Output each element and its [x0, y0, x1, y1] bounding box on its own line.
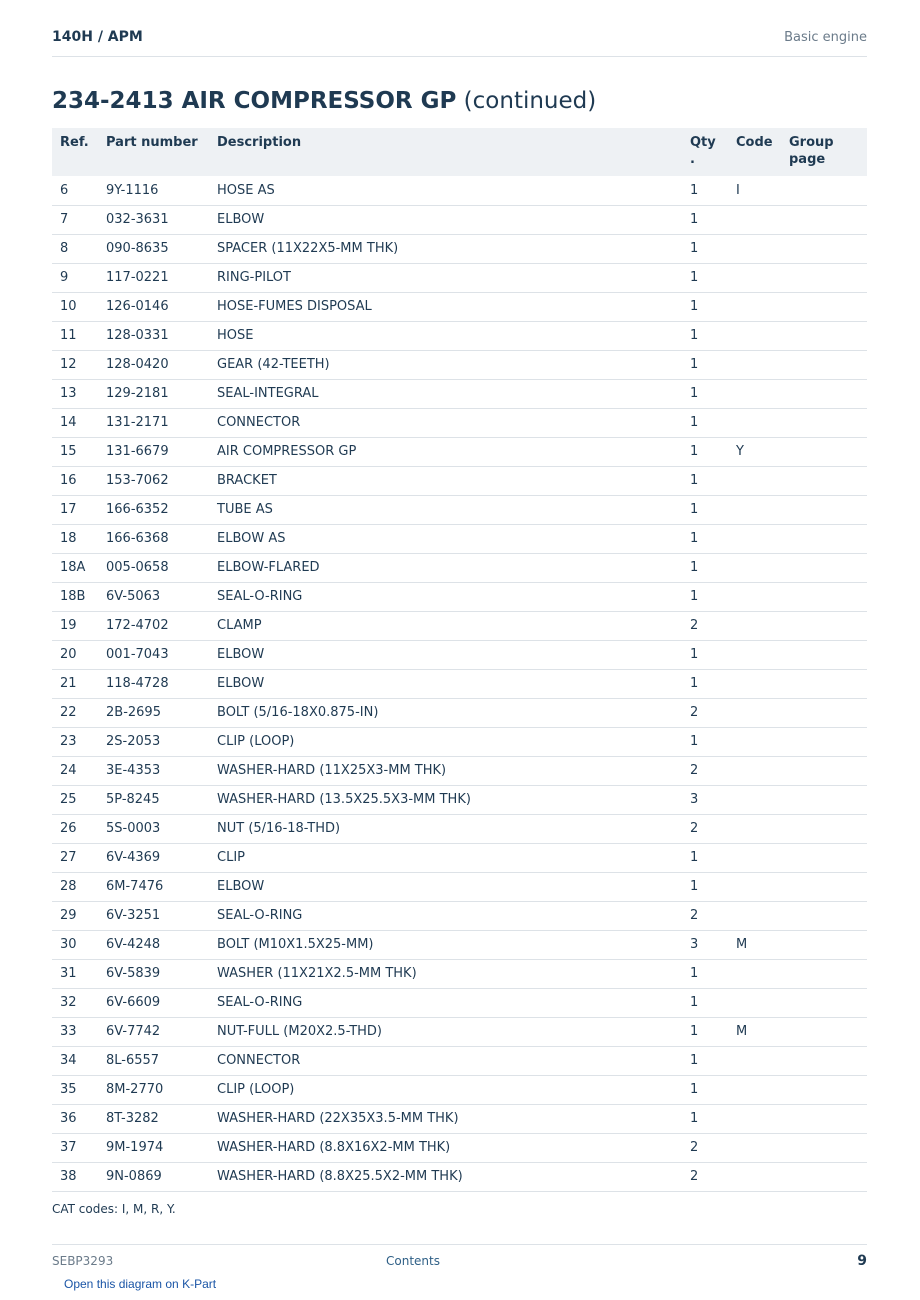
qty-cell: 1 — [682, 582, 728, 611]
qty-cell: 1 — [682, 727, 728, 756]
code-cell: M — [728, 1017, 781, 1046]
code-cell — [728, 582, 781, 611]
table-row — [52, 988, 867, 1017]
code-cell — [728, 1133, 781, 1162]
group-page-cell — [781, 872, 867, 901]
code-cell — [728, 785, 781, 814]
table-row — [52, 669, 867, 698]
table-row — [52, 292, 867, 321]
ref-cell: 17 — [52, 495, 98, 524]
group-page-cell — [781, 553, 867, 582]
group-page-cell — [781, 321, 867, 350]
group-page-cell — [781, 1046, 867, 1075]
part-number-cell: 6V-4369 — [98, 843, 209, 872]
code-cell — [728, 292, 781, 321]
part-number-cell: 032-3631 — [98, 205, 209, 234]
description-cell: NUT-FULL (M20X2.5-THD) — [209, 1017, 682, 1046]
ref-cell: 13 — [52, 379, 98, 408]
code-cell: I — [728, 176, 781, 205]
description-cell: ELBOW — [209, 205, 682, 234]
group-page-cell — [781, 292, 867, 321]
ref-cell: 10 — [52, 292, 98, 321]
group-page-cell — [781, 495, 867, 524]
group-page-cell — [781, 959, 867, 988]
description-cell: TUBE AS — [209, 495, 682, 524]
part-number-cell: 117-0221 — [98, 263, 209, 292]
part-number-cell: 6M-7476 — [98, 872, 209, 901]
title-suffix: (continued) — [463, 88, 597, 114]
part-number-cell: 8M-2770 — [98, 1075, 209, 1104]
qty-cell: 1 — [682, 959, 728, 988]
group-page-cell — [781, 1017, 867, 1046]
table-row — [52, 553, 867, 582]
description-cell: BOLT (M10X1.5X25-MM) — [209, 930, 682, 959]
part-number-cell: 118-4728 — [98, 669, 209, 698]
description-cell: WASHER-HARD (13.5X25.5X3-MM THK) — [209, 785, 682, 814]
qty-cell: 1 — [682, 292, 728, 321]
part-number-cell: 131-2171 — [98, 408, 209, 437]
code-cell — [728, 756, 781, 785]
table-row — [52, 1104, 867, 1133]
section-name: Basic engine — [784, 30, 867, 45]
group-page-cell — [781, 1104, 867, 1133]
description-cell: HOSE-FUMES DISPOSAL — [209, 292, 682, 321]
parts-table-body — [52, 176, 867, 1191]
page-title — [52, 88, 596, 114]
table-row — [52, 1075, 867, 1104]
description-cell: SPACER (11X22X5-MM THK) — [209, 234, 682, 263]
group-page-cell — [781, 466, 867, 495]
qty-cell: 2 — [682, 1162, 728, 1191]
code-cell: M — [728, 930, 781, 959]
description-cell: CLAMP — [209, 611, 682, 640]
code-cell — [728, 959, 781, 988]
description-cell: CONNECTOR — [209, 1046, 682, 1075]
part-number-cell: 9M-1974 — [98, 1133, 209, 1162]
table-row — [52, 814, 867, 843]
group-page-cell — [781, 785, 867, 814]
qty-cell: 1 — [682, 495, 728, 524]
title-main: 234-2413 AIR COMPRESSOR GP — [52, 88, 457, 114]
table-row — [52, 1162, 867, 1191]
part-number-cell: 001-7043 — [98, 640, 209, 669]
table-row — [52, 205, 867, 234]
group-page-cell — [781, 901, 867, 930]
description-cell: WASHER-HARD (8.8X16X2-MM THK) — [209, 1133, 682, 1162]
code-cell — [728, 263, 781, 292]
group-page-cell — [781, 814, 867, 843]
qty-cell: 1 — [682, 872, 728, 901]
group-page-cell — [781, 524, 867, 553]
part-number-cell: 128-0331 — [98, 321, 209, 350]
part-number-cell: 126-0146 — [98, 292, 209, 321]
ref-cell: 30 — [52, 930, 98, 959]
part-number-cell: 6V-3251 — [98, 901, 209, 930]
ref-cell: 36 — [52, 1104, 98, 1133]
qty-cell: 1 — [682, 1017, 728, 1046]
qty-cell: 1 — [682, 321, 728, 350]
part-number-cell: 166-6352 — [98, 495, 209, 524]
group-page-cell — [781, 350, 867, 379]
contents-link[interactable]: Contents — [386, 1254, 440, 1268]
part-number-cell: 090-8635 — [98, 234, 209, 263]
table-row — [52, 1046, 867, 1075]
code-cell: Y — [728, 437, 781, 466]
qty-cell: 1 — [682, 234, 728, 263]
part-number-cell: 005-0658 — [98, 553, 209, 582]
page-number: 9 — [857, 1253, 867, 1269]
column-header-qty: Qty . — [682, 128, 728, 176]
description-cell: BRACKET — [209, 466, 682, 495]
qty-cell: 1 — [682, 843, 728, 872]
ref-cell: 7 — [52, 205, 98, 234]
ref-cell: 24 — [52, 756, 98, 785]
parts-table — [52, 128, 867, 1192]
code-cell — [728, 1104, 781, 1133]
description-cell: WASHER-HARD (8.8X25.5X2-MM THK) — [209, 1162, 682, 1191]
group-page-cell — [781, 1133, 867, 1162]
qty-cell: 1 — [682, 263, 728, 292]
part-number-cell: 3E-4353 — [98, 756, 209, 785]
part-number-cell: 166-6368 — [98, 524, 209, 553]
table-row — [52, 408, 867, 437]
description-cell: CLIP — [209, 843, 682, 872]
description-cell: HOSE — [209, 321, 682, 350]
table-row — [52, 321, 867, 350]
part-number-cell: 172-4702 — [98, 611, 209, 640]
description-cell: SEAL-O-RING — [209, 901, 682, 930]
table-row — [52, 843, 867, 872]
ref-cell: 21 — [52, 669, 98, 698]
code-cell — [728, 988, 781, 1017]
code-cell — [728, 872, 781, 901]
part-number-cell: 6V-6609 — [98, 988, 209, 1017]
table-row — [52, 437, 867, 466]
description-cell: GEAR (42-TEETH) — [209, 350, 682, 379]
ref-cell: 27 — [52, 843, 98, 872]
description-cell: ELBOW — [209, 669, 682, 698]
qty-cell: 2 — [682, 1133, 728, 1162]
cat-codes-note: CAT codes: I, M, R, Y. — [52, 1202, 176, 1216]
part-number-cell: 5S-0003 — [98, 814, 209, 843]
qty-cell: 1 — [682, 466, 728, 495]
column-header-description: Description — [209, 128, 682, 176]
code-cell — [728, 814, 781, 843]
table-row — [52, 582, 867, 611]
code-cell — [728, 843, 781, 872]
group-page-cell — [781, 1075, 867, 1104]
ref-cell: 29 — [52, 901, 98, 930]
ref-cell: 35 — [52, 1075, 98, 1104]
column-header-ref: Ref. — [52, 128, 98, 176]
part-number-cell: 2S-2053 — [98, 727, 209, 756]
table-row — [52, 524, 867, 553]
ref-cell: 26 — [52, 814, 98, 843]
table-row — [52, 234, 867, 263]
ref-cell: 25 — [52, 785, 98, 814]
table-row — [52, 350, 867, 379]
page-header — [52, 0, 867, 57]
description-cell: CLIP (LOOP) — [209, 1075, 682, 1104]
ref-cell: 11 — [52, 321, 98, 350]
table-row — [52, 930, 867, 959]
code-cell — [728, 640, 781, 669]
part-number-cell: 9Y-1116 — [98, 176, 209, 205]
ref-cell: 12 — [52, 350, 98, 379]
group-page-cell — [781, 234, 867, 263]
qty-cell: 2 — [682, 901, 728, 930]
ref-cell: 22 — [52, 698, 98, 727]
ref-cell: 33 — [52, 1017, 98, 1046]
table-row — [52, 611, 867, 640]
ref-cell: 9 — [52, 263, 98, 292]
code-cell — [728, 350, 781, 379]
description-cell: CONNECTOR — [209, 408, 682, 437]
qty-cell: 1 — [682, 176, 728, 205]
group-page-cell — [781, 1162, 867, 1191]
ref-cell: 16 — [52, 466, 98, 495]
part-number-cell: 5P-8245 — [98, 785, 209, 814]
qty-cell: 1 — [682, 408, 728, 437]
code-cell — [728, 205, 781, 234]
ref-cell: 28 — [52, 872, 98, 901]
breadcrumb: 140H / APM — [52, 29, 143, 45]
description-cell: AIR COMPRESSOR GP — [209, 437, 682, 466]
column-header-group-page: Group page — [781, 128, 867, 176]
code-cell — [728, 553, 781, 582]
table-row — [52, 872, 867, 901]
part-number-cell: 153-7062 — [98, 466, 209, 495]
qty-cell: 2 — [682, 698, 728, 727]
description-cell: WASHER (11X21X2.5-MM THK) — [209, 959, 682, 988]
table-row — [52, 263, 867, 292]
table-row — [52, 640, 867, 669]
code-cell — [728, 727, 781, 756]
description-cell: ELBOW — [209, 640, 682, 669]
ref-cell: 18 — [52, 524, 98, 553]
table-header-row — [52, 128, 867, 176]
part-number-cell: 131-6679 — [98, 437, 209, 466]
ref-cell: 34 — [52, 1046, 98, 1075]
part-number-cell: 128-0420 — [98, 350, 209, 379]
ref-cell: 19 — [52, 611, 98, 640]
table-row — [52, 379, 867, 408]
group-page-cell — [781, 379, 867, 408]
column-header-part-number: Part number — [98, 128, 209, 176]
part-number-cell: 8L-6557 — [98, 1046, 209, 1075]
description-cell: ELBOW — [209, 872, 682, 901]
table-row — [52, 495, 867, 524]
group-page-cell — [781, 698, 867, 727]
ref-cell: 38 — [52, 1162, 98, 1191]
code-cell — [728, 524, 781, 553]
ref-cell: 14 — [52, 408, 98, 437]
group-page-cell — [781, 727, 867, 756]
part-number-cell: 129-2181 — [98, 379, 209, 408]
code-cell — [728, 1046, 781, 1075]
qty-cell: 2 — [682, 814, 728, 843]
description-cell: SEAL-O-RING — [209, 582, 682, 611]
description-cell: NUT (5/16-18-THD) — [209, 814, 682, 843]
qty-cell: 1 — [682, 524, 728, 553]
group-page-cell — [781, 611, 867, 640]
group-page-cell — [781, 669, 867, 698]
part-number-cell: 9N-0869 — [98, 1162, 209, 1191]
description-cell: ELBOW-FLARED — [209, 553, 682, 582]
part-number-cell: 6V-7742 — [98, 1017, 209, 1046]
qty-cell: 1 — [682, 205, 728, 234]
table-row — [52, 1017, 867, 1046]
ref-cell: 18A — [52, 553, 98, 582]
ref-cell: 23 — [52, 727, 98, 756]
table-row — [52, 756, 867, 785]
code-cell — [728, 669, 781, 698]
part-number-cell: 6V-5839 — [98, 959, 209, 988]
table-row — [52, 698, 867, 727]
ref-cell: 31 — [52, 959, 98, 988]
qty-cell: 1 — [682, 669, 728, 698]
group-page-cell — [781, 263, 867, 292]
code-cell — [728, 1162, 781, 1191]
qty-cell: 1 — [682, 379, 728, 408]
part-number-cell: 2B-2695 — [98, 698, 209, 727]
qty-cell: 3 — [682, 930, 728, 959]
code-cell — [728, 495, 781, 524]
qty-cell: 1 — [682, 553, 728, 582]
code-cell — [728, 611, 781, 640]
kpart-diagram-link[interactable]: Open this diagram on K-Part — [64, 1277, 217, 1291]
description-cell: BOLT (5/16-18X0.875-IN) — [209, 698, 682, 727]
code-cell — [728, 321, 781, 350]
description-cell: SEAL-O-RING — [209, 988, 682, 1017]
column-header-code: Code — [728, 128, 781, 176]
group-page-cell — [781, 176, 867, 205]
qty-cell: 1 — [682, 1075, 728, 1104]
qty-cell: 1 — [682, 350, 728, 379]
group-page-cell — [781, 408, 867, 437]
group-page-cell — [781, 437, 867, 466]
description-cell: WASHER-HARD (22X35X3.5-MM THK) — [209, 1104, 682, 1133]
group-page-cell — [781, 205, 867, 234]
qty-cell: 1 — [682, 1104, 728, 1133]
group-page-cell — [781, 582, 867, 611]
table-row — [52, 466, 867, 495]
page-footer — [52, 1244, 867, 1275]
description-cell: CLIP (LOOP) — [209, 727, 682, 756]
description-cell: HOSE AS — [209, 176, 682, 205]
part-number-cell: 6V-5063 — [98, 582, 209, 611]
group-page-cell — [781, 843, 867, 872]
ref-cell: 15 — [52, 437, 98, 466]
table-row — [52, 1133, 867, 1162]
qty-cell: 1 — [682, 437, 728, 466]
qty-cell: 1 — [682, 640, 728, 669]
table-row — [52, 959, 867, 988]
group-page-cell — [781, 756, 867, 785]
qty-cell: 3 — [682, 785, 728, 814]
part-number-cell: 6V-4248 — [98, 930, 209, 959]
qty-cell: 2 — [682, 756, 728, 785]
table-row — [52, 176, 867, 205]
code-cell — [728, 1075, 781, 1104]
table-row — [52, 901, 867, 930]
description-cell: WASHER-HARD (11X25X3-MM THK) — [209, 756, 682, 785]
description-cell: SEAL-INTEGRAL — [209, 379, 682, 408]
code-cell — [728, 408, 781, 437]
code-cell — [728, 466, 781, 495]
description-cell: ELBOW AS — [209, 524, 682, 553]
ref-cell: 37 — [52, 1133, 98, 1162]
table-row — [52, 785, 867, 814]
description-cell: RING-PILOT — [209, 263, 682, 292]
table-row — [52, 727, 867, 756]
qty-cell: 1 — [682, 1046, 728, 1075]
group-page-cell — [781, 988, 867, 1017]
ref-cell: 8 — [52, 234, 98, 263]
qty-cell: 2 — [682, 611, 728, 640]
ref-cell: 6 — [52, 176, 98, 205]
document-id: SEBP3293 — [52, 1254, 114, 1268]
ref-cell: 18B — [52, 582, 98, 611]
code-cell — [728, 234, 781, 263]
code-cell — [728, 698, 781, 727]
ref-cell: 32 — [52, 988, 98, 1017]
ref-cell: 20 — [52, 640, 98, 669]
group-page-cell — [781, 930, 867, 959]
group-page-cell — [781, 640, 867, 669]
part-number-cell: 8T-3282 — [98, 1104, 209, 1133]
code-cell — [728, 379, 781, 408]
qty-cell: 1 — [682, 988, 728, 1017]
code-cell — [728, 901, 781, 930]
